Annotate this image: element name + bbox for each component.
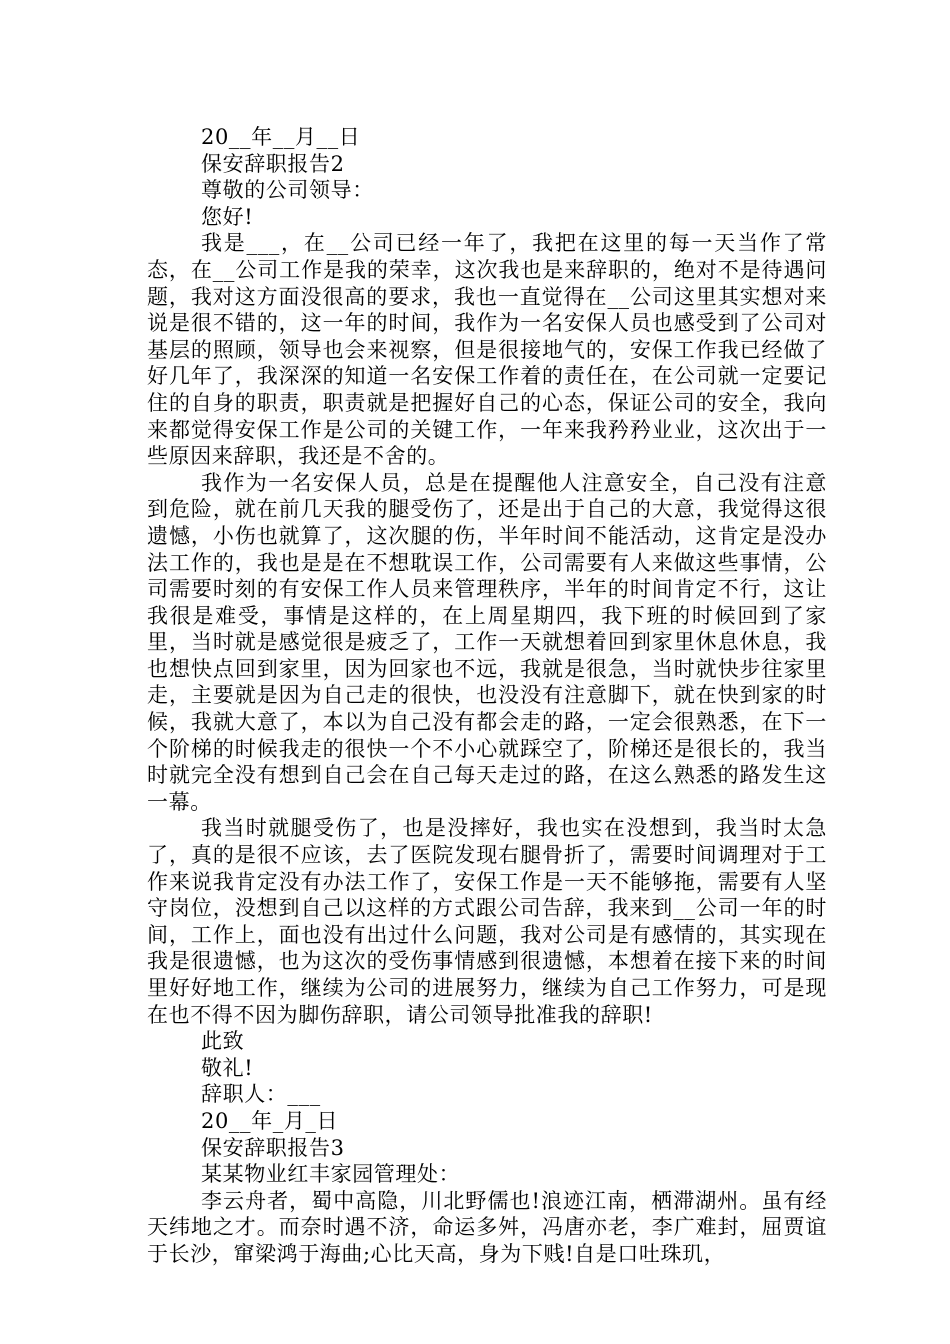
- date-line: 20__年__月__日: [201, 125, 361, 149]
- signer-line: 辞职人：___: [201, 1082, 321, 1107]
- closing-line-2: 敬礼!: [201, 1055, 254, 1080]
- body-paragraph-3: 我当时就腿受伤了，也是没摔好，我也实在没想到，我当时太急了，真的是很不应该，去了医院发现右腿骨折了，需要时间调理对于工作来说我肯定没有办法工作了，安保工作是一天不能够拖，需要有人坚守岗位，没想到自己以这样的方式跟公司告辞，我来到__公司一年的时间，工作上，面也没有出过什么问题，我对公司是有感情的，其实现在我是很遗憾，也为这次的受伤事情感到很遗憾，本想着在接下来的时间里好好地工作，继续为公司的进展努力，继续为自己工作努力，可是现在也不得不因为脚伤辞职，请公司领导批准我的辞职!: [147, 816, 827, 1027]
- section-title-3: 保安辞职报告3: [201, 1135, 345, 1160]
- body-paragraph-4: 李云舟者，蜀中高隐，川北野儒也!浪迹江南，栖滞湖州。虽有经天纬地之才。而奈时遇不济，命运多舛，冯唐亦老，李广难封，屈贾谊于长沙，窜梁鸿于海曲;心比天高，身为下贱!自是口吐珠玑，: [147, 1188, 827, 1266]
- section-title-2: 保安辞职报告2: [201, 151, 345, 176]
- salutation-3: 某某物业红丰家园管理处：: [201, 1162, 461, 1187]
- body-paragraph-2: 我作为一名安保人员，总是在提醒他人注意安全，自己没有注意到危险，就在前几天我的腿受伤了，还是出于自己的大意，我觉得这很遗憾，小伤也就算了，这次腿的伤，半年时间不能活动，这肯定是没办法工作的，我也是是在不想耽误工作，公司需要有人来做这些事情，公司需要时刻的有安保工作人员来管理秩序，半年的时间肯定不行，这让我很是难受，事情是这样的，在上周星期四，我下班的时候回到了家里，当时就是感觉很是疲乏了，工作一天就想着回到家里休息休息，我也想快点回到家里，因为回家也不远，我就是很急，当时就快步往家里走，主要就是因为自己走的很快，也没没有注意脚下，就在快到家的时候，我就大意了，本以为自己没有都会走的路，一定会很熟悉，在下一个阶梯的时候我走的很快一个不小心就踩空了，阶梯还是很长的，我当时就完全没有想到自己会在自己每天走过的路，在这么熟悉的路发生这一幕。: [147, 470, 827, 814]
- date-line-2: 20__年_月_日: [201, 1108, 339, 1133]
- salutation-2: 尊敬的公司领导：: [201, 178, 374, 203]
- document-page: [147, 124, 827, 1268]
- greeting-2: 您好!: [201, 204, 254, 229]
- closing-line-1: 此致: [201, 1029, 245, 1054]
- body-paragraph-1: 我是___，在__公司已经一年了，我把在这里的每一天当作了常态，在__公司工作是我的荣幸，这次我也是来辞职的，绝对不是待遇问题，我对这方面没很高的要求，我也一直觉得在__公司这里其实想对来说是很不错的，这一年的时间，我作为一名安保人员也感受到了公司对基层的照顾，领导也会来视察，但是很接地气的，安保工作我已经做了好几年了，我深深的知道一名安保工作着的责任在，在公司就一定要记住的自身的职责，职责就是把握好自己的心态，保证公司的安全，我向来都觉得安保工作是公司的关键工作，一年来我矜矜业业，这次出于一些原因来辞职，我还是不舍的。: [147, 231, 827, 469]
